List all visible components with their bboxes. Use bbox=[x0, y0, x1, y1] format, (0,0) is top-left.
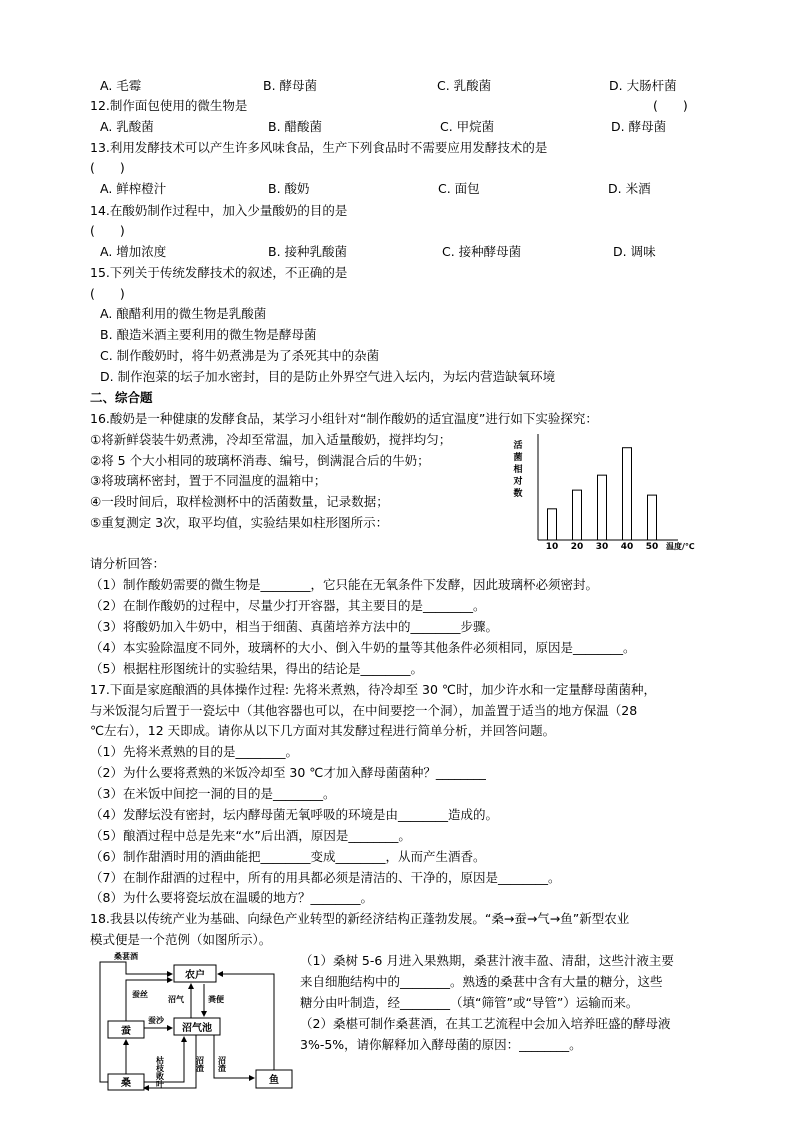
bar-10 bbox=[548, 509, 557, 540]
q15-option-b: B. 酿造米酒主要利用的微生物是酵母菌 bbox=[100, 327, 317, 342]
q17-question-2: （2）为什么要将煮熟的米饭冷却至 30 ℃才加入酵母菌菌种？________ bbox=[90, 765, 486, 780]
sand-label: 蚕沙 bbox=[148, 1016, 164, 1025]
y-axis-label-char: 菌 bbox=[513, 453, 523, 463]
x-tick-label: 40 bbox=[620, 542, 634, 552]
bar-40 bbox=[623, 448, 632, 540]
q14-option-a: A. 增加浓度 bbox=[100, 244, 167, 259]
bar-50 bbox=[648, 495, 657, 540]
silkworm-label: 蚕 bbox=[121, 1026, 131, 1037]
q13-stem: 13.利用发酵技术可以产生许多风味食品，生产下列食品时不需要应用发酵技术的是 bbox=[90, 140, 548, 155]
q16-step-3: ③将玻璃杯密封，置于不同温度的温箱中； bbox=[90, 473, 327, 488]
q15-option-d: D. 制作泡菜的坛子加水密封，目的是防止外界空气进入坛内，为坛内营造缺氧环境 bbox=[100, 369, 556, 384]
x-axis-label: 温度/℃ bbox=[666, 542, 695, 551]
q15-option-c: C. 制作酸奶时，将牛奶煮沸是为了杀死其中的杂菌 bbox=[100, 348, 380, 363]
y-axis-label bbox=[512, 439, 522, 499]
bar-20 bbox=[573, 490, 582, 540]
q12-option-a: A. 乳酸菌 bbox=[100, 119, 154, 134]
fish-label: 鱼 bbox=[269, 1075, 279, 1086]
q16-stem: 16.酸奶是一种健康的发酵食品，某学习小组针对“制作酸奶的适宜温度”进行如下实验探究： bbox=[90, 411, 598, 426]
q11-option-a: A. 毛霉 bbox=[100, 78, 142, 93]
q15-option-a: A. 酿醋利用的微生物是乳酸菌 bbox=[100, 306, 267, 321]
q16-step-4: ④一段时间后，取样检测杯中的活菌数量，记录数据； bbox=[90, 494, 389, 509]
q16-question-3: （3）将酸奶加入牛奶中，相当于细菌、真菌培养方法中的________步骤。 bbox=[90, 619, 498, 634]
q18-p1-line1: （1）桑树 5-6 月进入果熟期，桑葚汁液丰盈、清甜，这些汁液主要 bbox=[300, 953, 674, 968]
y-axis-label-char: 对 bbox=[513, 477, 523, 487]
section-heading: 二、综合题 bbox=[90, 390, 153, 405]
q17-question-8: （8）为什么要将瓷坛放在温暖的地方？________。 bbox=[90, 890, 373, 905]
biogas-label: 沼气池 bbox=[182, 1023, 212, 1034]
y-axis-label-char: 数 bbox=[513, 489, 523, 499]
arrow-silkworm-to-farmer bbox=[126, 980, 172, 1021]
q17-question-4: （4）发酵坛没有密封，坛内酵母菌无氧呼吸的环境是由________造成的。 bbox=[90, 807, 498, 822]
wine-label: 桑葚酒 bbox=[114, 952, 138, 961]
q18-p2-line2: 3%-5%，请你解释加入酵母菌的原因：________。 bbox=[300, 1037, 582, 1052]
q12-paren: ( ) bbox=[653, 98, 688, 113]
x-tick-label: 50 bbox=[645, 542, 659, 552]
q18-p1-line2: 来自细胞结构中的________。熟透的桑葚中含有大量的糖分，这些 bbox=[300, 974, 663, 989]
q12-option-c: C. 甲烷菌 bbox=[440, 119, 495, 134]
mulberry-label: 桑 bbox=[121, 1078, 131, 1089]
q17-question-7: （7）在制作甜酒的过程中，所有的用具都必须是清洁的、干净的，原因是________。 bbox=[90, 870, 561, 885]
manure-label: 粪便 bbox=[208, 995, 224, 1004]
q13-option-b: B. 酸奶 bbox=[268, 181, 310, 196]
q14-paren: ( ) bbox=[90, 223, 125, 238]
x-tick-label: 10 bbox=[545, 542, 559, 552]
q17-stem-3: ℃左右），12 天即成。请你从以下几方面对其发酵过程进行简单分析，并回答问题。 bbox=[90, 723, 556, 738]
residue-label-1: 沼渣 bbox=[195, 1056, 205, 1072]
x-tick-label: 20 bbox=[570, 542, 584, 552]
q13-option-a: A. 鲜榨橙汁 bbox=[100, 181, 167, 196]
q18-p2-line1: （2）桑椹可制作桑葚酒，在其工艺流程中会加入培养旺盛的酵母液 bbox=[300, 1016, 671, 1031]
q11-option-b: B. 酵母菌 bbox=[263, 78, 318, 93]
q13-option-c: C. 面包 bbox=[438, 181, 480, 196]
q16-analyze: 请分析回答： bbox=[90, 556, 166, 571]
q16-step-1: ①将新鲜袋装牛奶煮沸，冷却至常温，加入适量酸奶，搅拌均匀； bbox=[90, 432, 452, 447]
q16-question-4: （4）本实验除温度不同外，玻璃杯的大小、倒入牛奶的量等其他条件必须相同，原因是________。 bbox=[90, 640, 636, 655]
q17-stem-1: 17.下面是家庭酿酒的具体操作过程: 先将米煮熟，待冷却至 30 ℃时，加少许水和一定量酵母菌菌种， bbox=[90, 682, 656, 697]
q17-question-1: （1）先将米煮熟的目的是________。 bbox=[90, 744, 298, 759]
q11-option-d: D. 大肠杆菌 bbox=[609, 78, 677, 93]
y-axis-label-char: 活 bbox=[513, 441, 523, 451]
bar-30 bbox=[598, 475, 607, 540]
q17-question-5: （5）酿酒过程中总是先来“水”后出酒，原因是________。 bbox=[90, 828, 411, 843]
q17-question-6: （6）制作甜酒时用的酒曲能把________变成________，从而产生酒香。 bbox=[90, 849, 486, 864]
q16-question-1: （1）制作酸奶需要的微生物是________，它只能在无氧条件下发酵，因此玻璃杯必须密封。 bbox=[90, 577, 598, 592]
q17-question-3: （3）在米饭中间挖一洞的目的是________。 bbox=[90, 786, 336, 801]
bar-chart bbox=[508, 428, 718, 558]
q14-stem: 14.在酸奶制作过程中，加入少量酸奶的目的是 bbox=[90, 203, 348, 218]
q13-option-d: D. 米酒 bbox=[608, 181, 651, 196]
q18-stem-2: 模式便是一个范例（如图所示）。 bbox=[90, 932, 272, 947]
q15-paren: ( ) bbox=[90, 286, 125, 301]
q12-option-d: D. 酵母菌 bbox=[611, 119, 667, 134]
q16-question-2: （2）在制作酸奶的过程中，尽量少打开容器，其主要目的是________。 bbox=[90, 598, 486, 613]
q12-option-b: B. 醋酸菌 bbox=[268, 119, 323, 134]
ecology-diagram bbox=[96, 950, 296, 1092]
q16-question-5: （5）根据柱形图统计的实验结果，得出的结论是________。 bbox=[90, 661, 423, 676]
residue-label-2: 沼渣 bbox=[217, 1056, 227, 1072]
y-axis-label-char: 相 bbox=[513, 465, 523, 475]
q14-option-b: B. 接种乳酸菌 bbox=[268, 244, 348, 259]
farmer-label: 农户 bbox=[185, 970, 205, 981]
q14-option-d: D. 调味 bbox=[613, 244, 656, 259]
q13-paren: ( ) bbox=[90, 160, 125, 175]
gas-label: 沼气 bbox=[168, 995, 184, 1004]
q18-stem-1: 18.我县以传统产业为基础、向绿色产业转型的新经济结构正蓬勃发展。“桑→蚕→气→鱼”新型农业 bbox=[90, 911, 630, 926]
q18-p1-line3: 糖分由叶制造，经________（填“筛管”或“导管”）运输而来。 bbox=[300, 995, 639, 1010]
cocoon-label: 蚕丝 bbox=[132, 990, 148, 999]
q11-option-c: C. 乳酸菌 bbox=[437, 78, 492, 93]
q16-step-2: ②将 5 个大小相同的玻璃杯消毒、编号，倒满混合后的牛奶； bbox=[90, 453, 430, 468]
q14-option-c: C. 接种酵母菌 bbox=[442, 244, 522, 259]
leaves-label: 枯枝败叶 bbox=[155, 1056, 165, 1088]
q17-stem-2: 与米饭混匀后置于一瓷坛中（其他容器也可以，在中间要挖一个洞），加盖置于适当的地方保温（28 bbox=[90, 703, 638, 718]
q16-step-5: ⑤重复测定 3次，取平均值，实验结果如柱形图所示： bbox=[90, 515, 389, 530]
x-tick-label: 30 bbox=[595, 542, 609, 552]
arrow-biogas-to-mulberry bbox=[144, 1035, 196, 1088]
q12-stem: 12.制作面包使用的微生物是 bbox=[90, 98, 248, 113]
q15-stem: 15.下列关于传统发酵技术的叙述，不正确的是 bbox=[90, 265, 348, 280]
